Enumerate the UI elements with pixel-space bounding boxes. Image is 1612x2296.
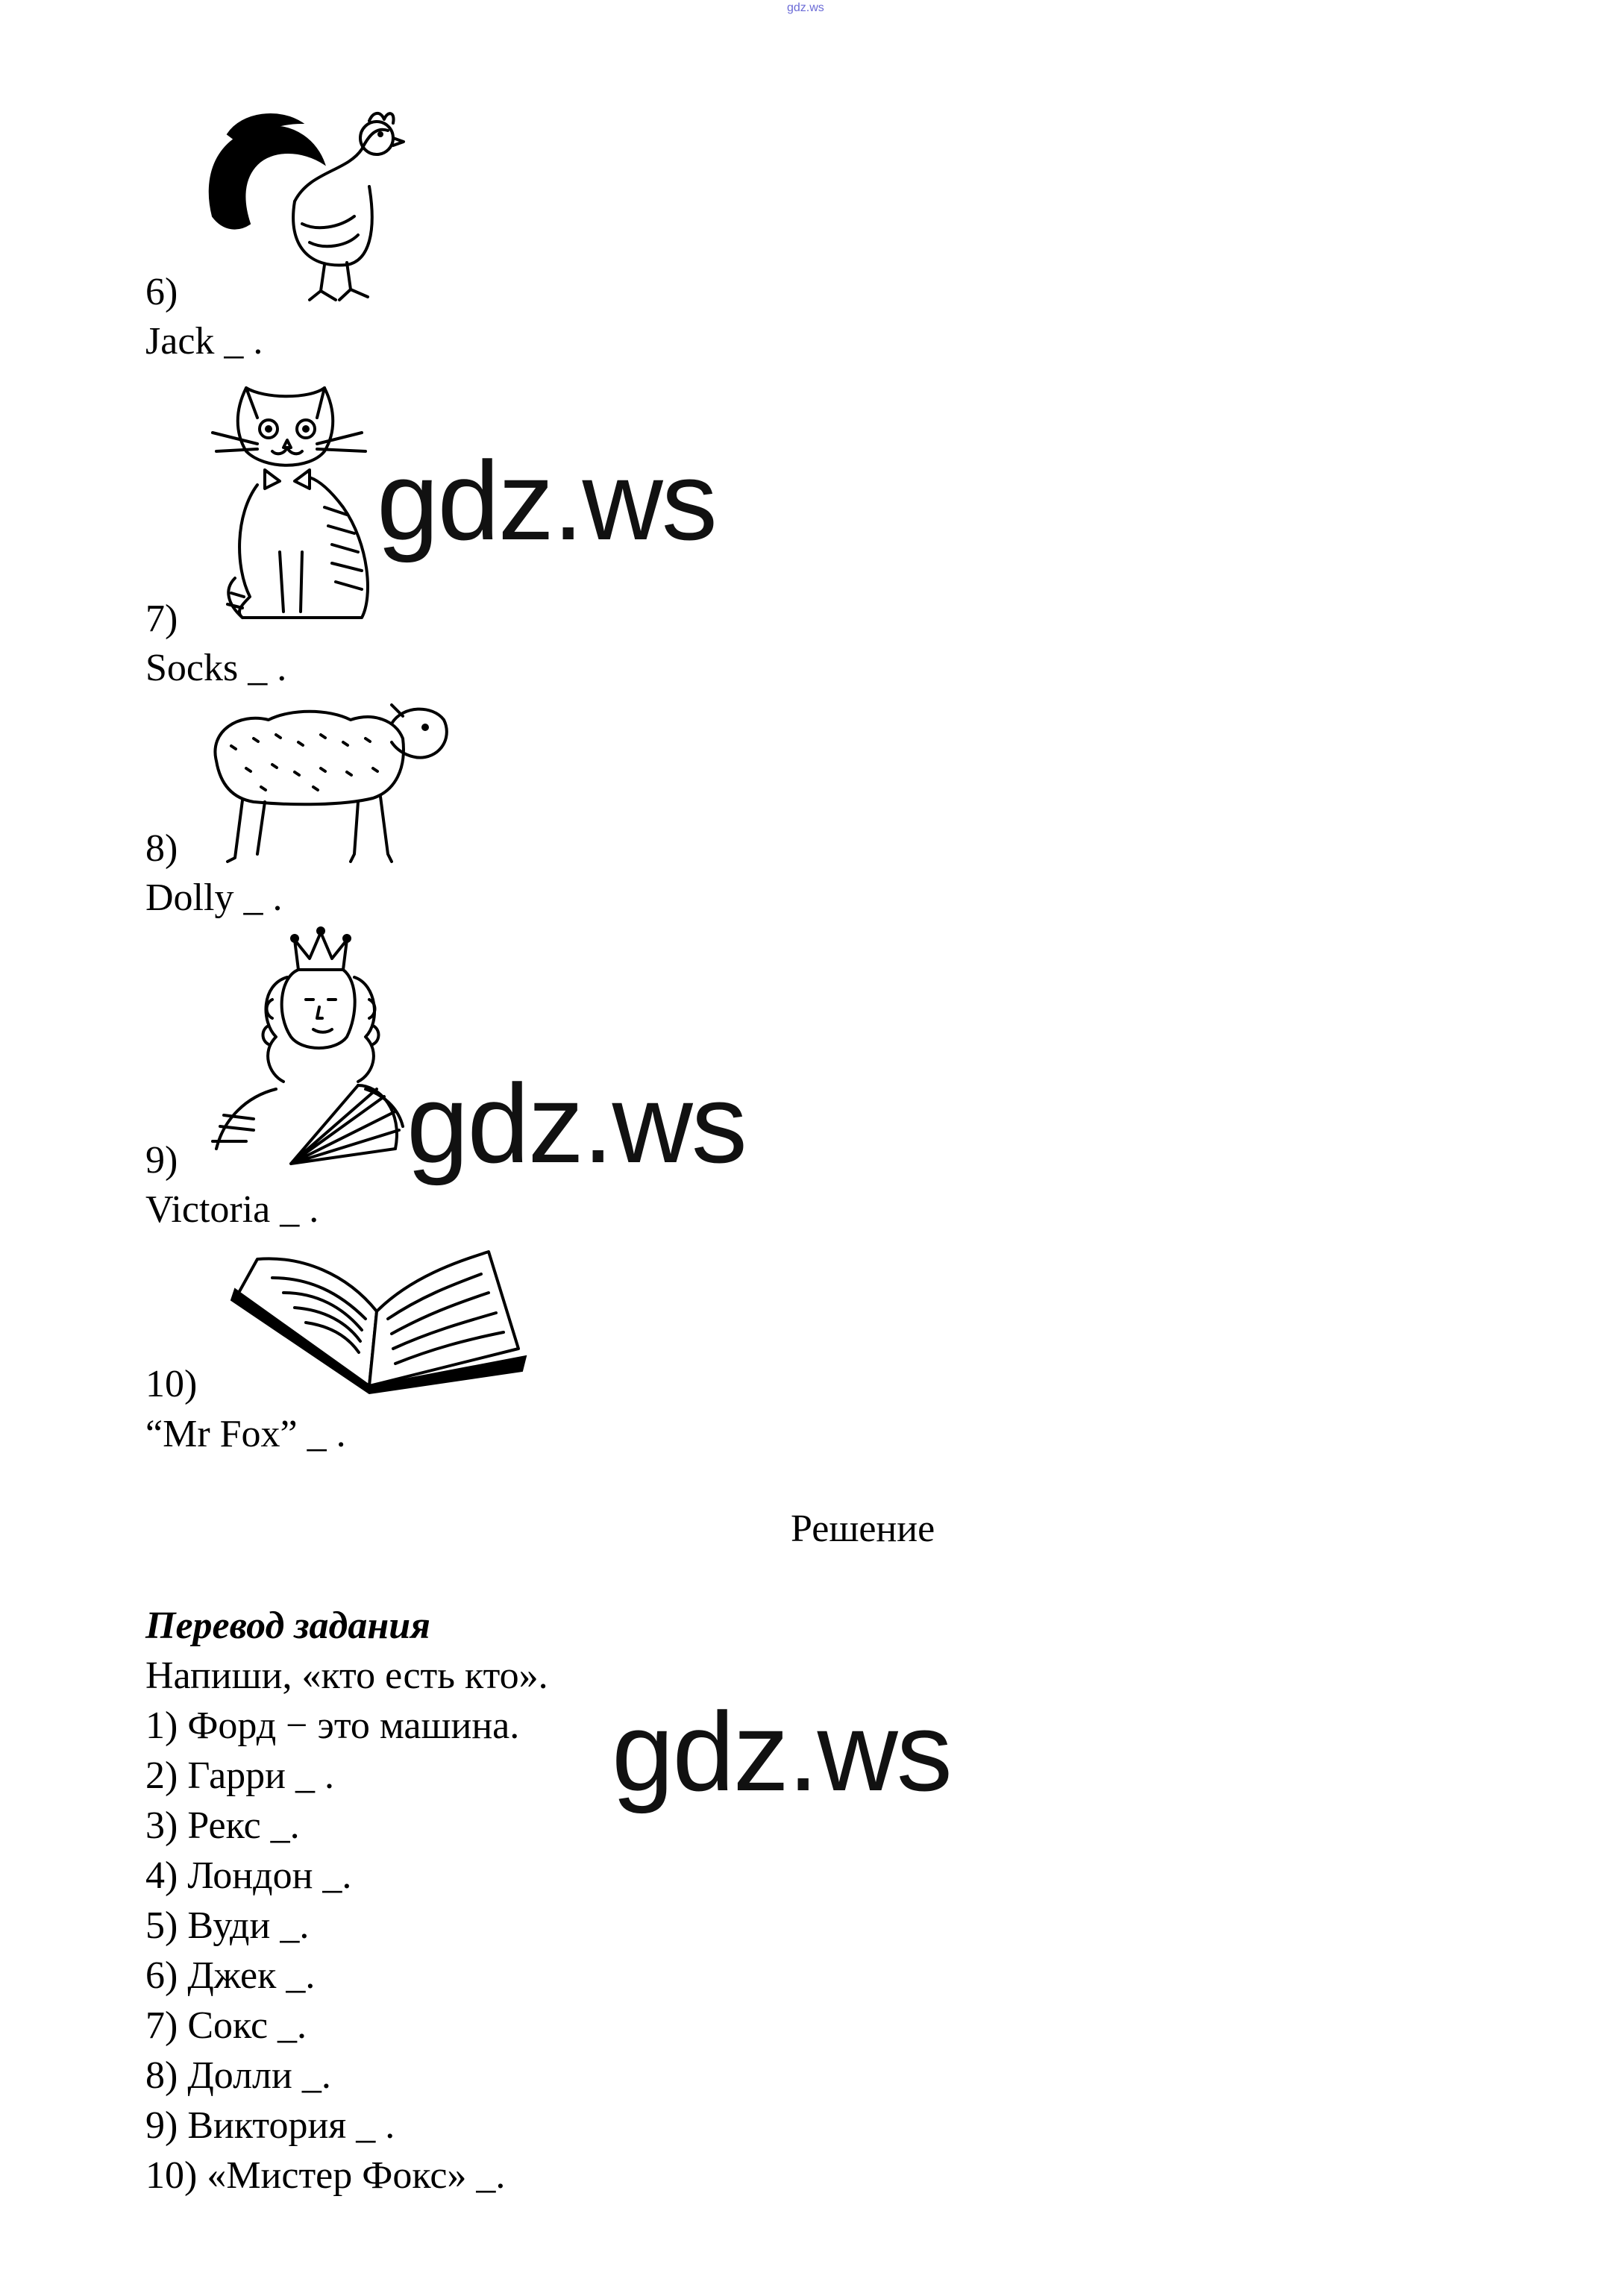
task-number: 7)	[145, 597, 178, 640]
list-item: 8) Долли _.	[145, 2054, 331, 2097]
task-line: “Mr Fox” _ .	[145, 1413, 346, 1455]
list-item: 3) Рекс _.	[145, 1804, 300, 1847]
solution-heading: Решение	[791, 1508, 935, 1550]
cat-icon	[213, 380, 384, 623]
list-item: 4) Лондон _.	[145, 1854, 352, 1897]
translation-title: Перевод задания	[145, 1605, 430, 1647]
task-number: 10)	[145, 1363, 198, 1405]
instruction-text: Напиши, «кто есть кто».	[145, 1654, 548, 1697]
site-mark: gdz.ws	[787, 1, 824, 14]
list-item: 2) Гарри _ .	[145, 1754, 334, 1797]
watermark: gdz.ws	[377, 438, 716, 563]
task-line: Socks _ .	[145, 647, 287, 689]
list-item: 1) Форд − это машина.	[145, 1704, 520, 1747]
book-icon	[228, 1244, 533, 1393]
rooster-icon	[198, 104, 407, 310]
task-line: Jack _ .	[145, 320, 263, 363]
list-item: 9) Виктория _ .	[145, 2104, 395, 2147]
watermark: gdz.ws	[612, 1689, 951, 1814]
task-number: 6)	[145, 271, 178, 313]
queen-icon	[209, 925, 410, 1175]
task-number: 9)	[145, 1139, 178, 1182]
task-line: Dolly _ .	[145, 876, 283, 919]
task-line: Victoria _ .	[145, 1188, 319, 1231]
list-item: 6) Джек _.	[145, 1954, 316, 1997]
list-item: 5) Вуди _.	[145, 1904, 310, 1947]
list-item: 10) «Мистер Фокс» _.	[145, 2154, 506, 2197]
task-number: 8)	[145, 827, 178, 870]
watermark: gdz.ws	[407, 1061, 746, 1186]
list-item: 7) Сокс _.	[145, 2004, 307, 2047]
sheep-icon	[201, 701, 455, 869]
